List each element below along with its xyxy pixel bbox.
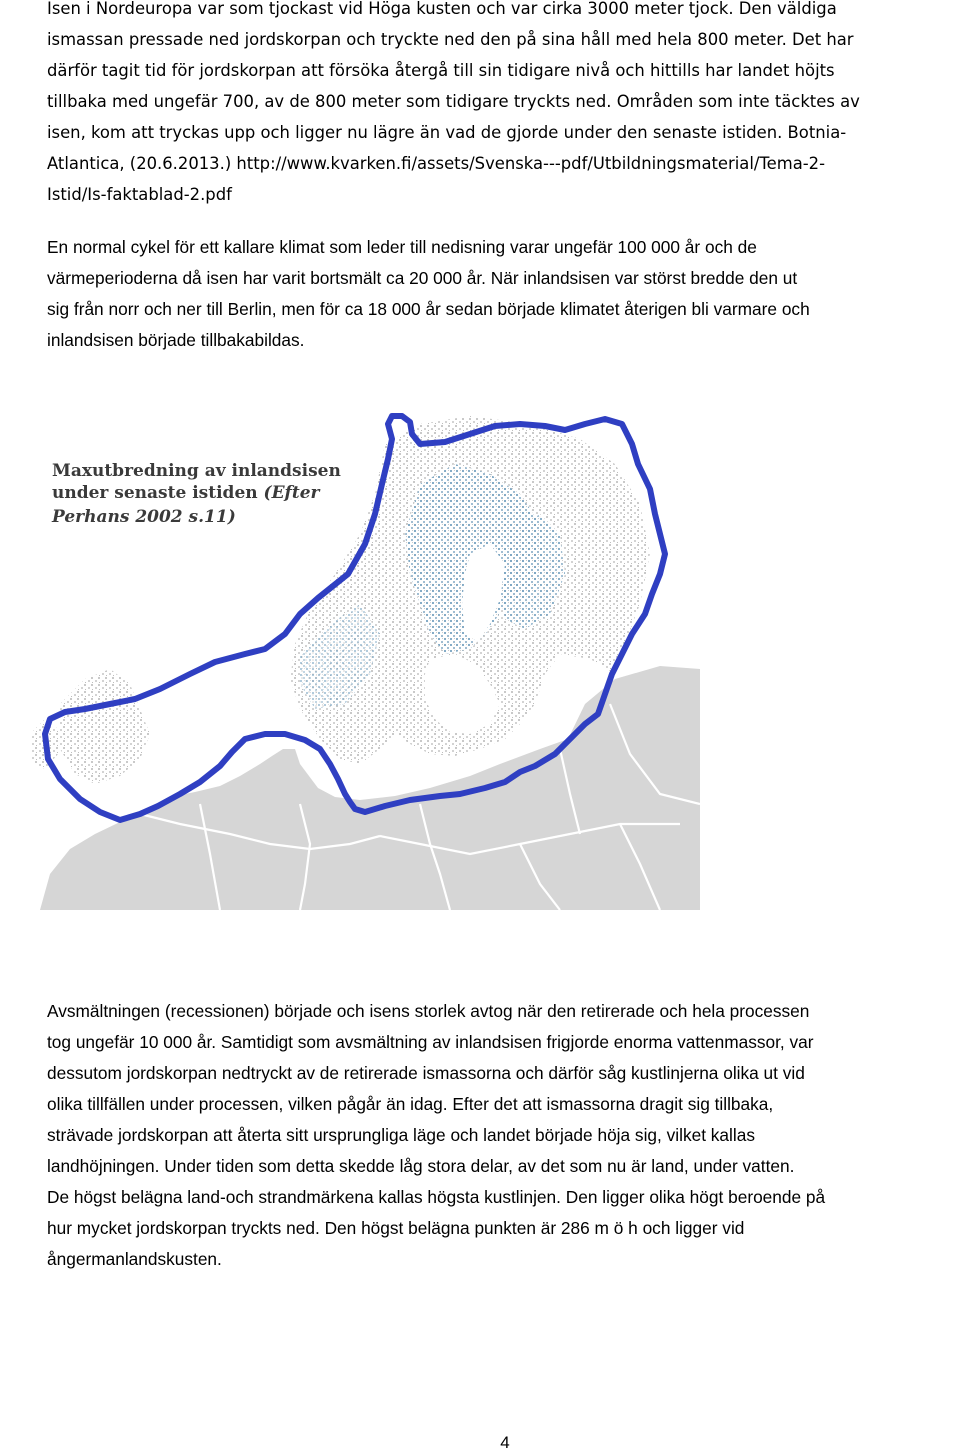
paragraph-cycle [47,232,956,356]
text-line: Isen i Nordeuropa var som tjockast vid Höga kusten och var cirka 3000 meter tjock. Den väldiga [47,0,837,18]
text-line: ismassan pressade ned jordskorpan och tryckte ned den på sina håll med hela 800 meter. Det har [47,30,854,49]
text-line: Avsmältningen (recessionen) började och isens storlek avtog när den retirerade och hela processen [47,1001,810,1021]
map-caption-line2-plain: under senaste istiden [52,483,264,503]
text-line: landhöjningen. Under tiden som detta skedde låg stora delar, av det som nu är land, under vatten. [47,1156,795,1176]
map-caption-line1: Maxutbredning av inlandsisen [52,461,341,481]
text-line: olika tillfällen under processen, vilken pågår än idag. Efter det att ismassorna dragit sig tillbaka, [47,1094,774,1114]
text-line: tog ungefär 10 000 år. Samtidigt som avsmältning av inlandsisen frigjorde enorma vattenmassor, var [47,1032,814,1052]
map-caption-line2 [52,483,321,503]
text-line: tillbaka med ungefär 700, av de 800 meter som tidigare tryckts ned. Områden som inte täcktes av [47,92,860,111]
map-caption-line2-italic: (Efter [263,483,320,503]
text-line: därför tagit tid för jordskorpan att försöka återgå till sin tidigare nivå och hittills har landet höjts [47,61,835,80]
text-line: Istid/Is-faktablad-2.pdf [47,185,232,204]
text-line: hur mycket jordskorpan tryckts ned. Den högst belägna punkten är 286 m ö h och ligger vid [47,1218,745,1238]
ice-sheet-map-figure [0,404,700,910]
text-line: isen, kom att tryckas upp och ligger nu lägre än vad de gjorde under den senaste istiden. Botnia- [47,123,847,142]
ice-sheet-map [0,404,700,910]
text-line: dessutom jordskorpan nedtryckt av de retirerade ismassorna och därför såg kustlinjerna olika ut vid [47,1063,805,1083]
paragraph-intro [47,0,956,210]
text-line: sig från norr och ner till Berlin, men för ca 18 000 år sedan började klimatet återigen bli varmare och [47,299,810,319]
map-caption-line3: Perhans 2002 s.11) [52,507,236,527]
paragraph-recession [47,996,956,1275]
text-line: De högst belägna land-och strandmärkena kallas högsta kustlinjen. Den ligger olika högt beroende på [47,1187,826,1207]
text-line: värmeperioderna då isen har varit bortsmält ca 20 000 år. När inlandsisen var störst bredde den ut [47,268,798,288]
text-line: inlandsisen började tillbakabildas. [47,330,305,350]
text-line: strävade jordskorpan att återta sitt ursprungliga läge och landet började höja sig, vilket kallas [47,1125,755,1145]
text-line: ångermanlandskusten. [47,1249,222,1269]
page-number: 4 [500,1433,510,1452]
text-line: En normal cykel för ett kallare klimat som leder till nedisning varar ungefär 100 000 år och de [47,237,757,257]
text-line: Atlantica, (20.6.2013.) http://www.kvarken.fi/assets/Svenska---pdf/Utbildningsmaterial/Tema-2- [47,154,825,173]
